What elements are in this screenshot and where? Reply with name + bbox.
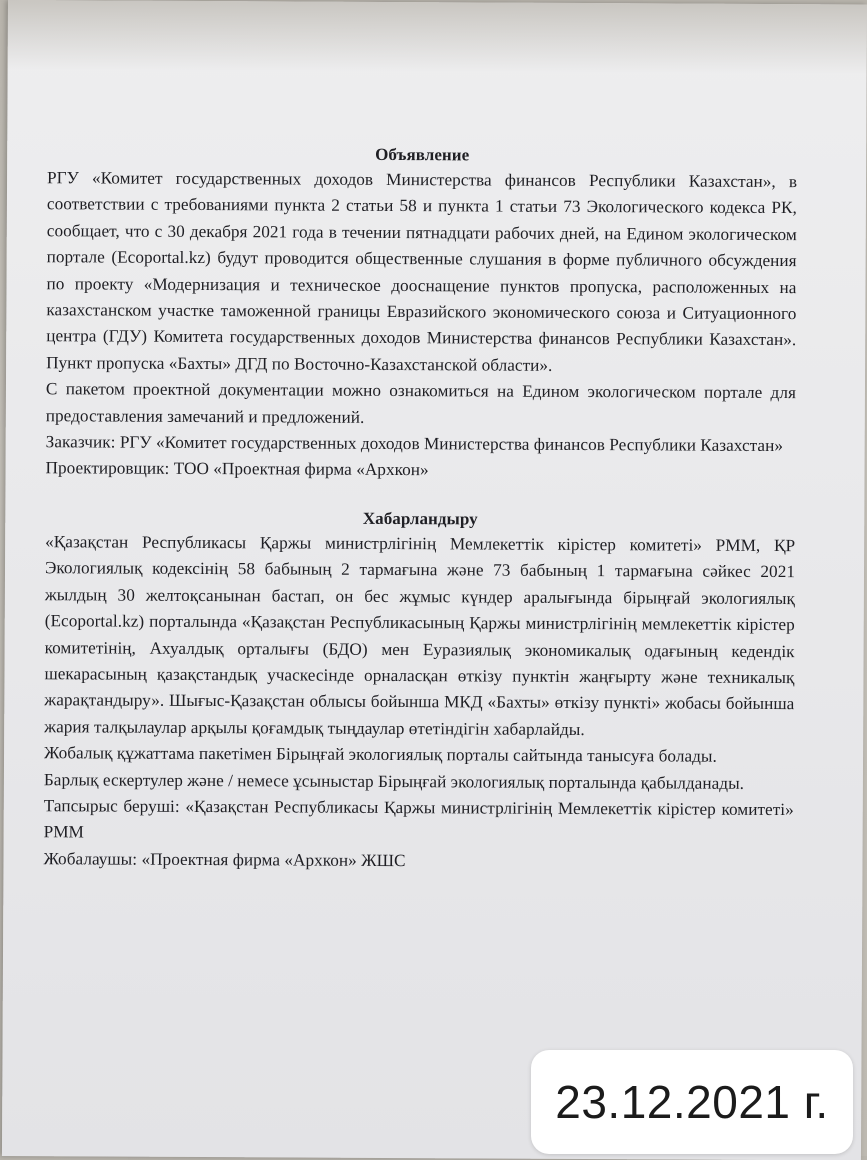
paper-sheet: [2, 0, 867, 1160]
ru-paragraph-main: РГУ «Комитет государственных доходов Министерства финансов Республики Казахстан», в соответствии с требованиями пункта 2 статьи 58 и пункта 1 статьи 73 Экологического кодекса РК, сообщает, что с 30 декабря 2021 года в течении пятнадцати рабочих дней, на Едином экологическом портале (Ecoportal.kz) будут проводится общественные слушания в форме публичного обсуждения по проекту «Модернизация и техническое дооснащение пунктов пропуска, расположенных на казахстанском участке таможенной границы Евразийского экономического союза и Ситуационного центра (ГДУ) Комитета государственных доходов Министерства финансов Республики Казахстан». Пункт пропуска «Бахты» ДГД по Восточно-Казахстанской области».: [46, 168, 798, 375]
date-stamp-text: 23.12.2021 г.: [555, 1076, 829, 1128]
kz-paragraph-docs: Жобалық құжаттама пакетімен Бірыңғай экологиялық порталы сайтында танысуға болады.: [44, 743, 717, 766]
ru-paragraph-designer: Проектировщик: ТОО «Проектная фирма «Архкон»: [45, 458, 429, 480]
kz-paragraph-remarks: Барлық ескертулер және / немесе ұсыныстар Бірыңғай экологиялық порталында қабылданады.: [43, 769, 745, 793]
date-stamp-badge: [531, 1050, 853, 1154]
paper-shadow: [8, 0, 867, 74]
announcement-document: [43, 140, 797, 876]
kz-paragraph-designer: Жобалаушы: «Проектная фирма «Архкон» ЖШС: [43, 848, 406, 870]
kz-paragraph-main: «Қазақстан Республикасы Қаржы министрлігінің Мемлекеттік кірістер комитеті» РММ, ҚР Экологиялық кодексінің 58 бабының 2 тармағына және 73 бабының 1 тармағына сәйкес 2021 жылдың 30 желтоқсанынан бастап, он бес жұмыс күндер аралығында бірыңғай экологиялық (Ecoportal.kz) порталында «Қазақстан Республикасының Қаржы министрлігінің мемлекеттік кірістер комитетінің, Ахуалдық орталығы (БДО) мен Еуразиялық экономикалық одағының кедендік шекарасының қазақстандық учаскесінде орналасқан өткізу пунктін жаңғырту және техникалық жарақтандыру». Шығыс-Қазақстан облысы бойынша МКД «Бахты» өткізу пункті» жобасы бойынша жария талқылаулар арқылы қоғамдық тыңдаулар өтетіндігін хабарлайды.: [44, 532, 796, 739]
kz-paragraph-customer: Тапсырыс беруші: «Қазақстан Республикасы Қаржы министрлігінің Мемлекеттік кірістер комитеті» РММ: [43, 796, 794, 842]
ru-paragraph-customer: Заказчик: РГУ «Комитет государственных доходов Министерства финансов Республики Казахстан»: [45, 432, 784, 456]
kz-title: Хабарландыру: [362, 508, 478, 529]
ru-title: Объявление: [375, 144, 470, 165]
ru-paragraph-docs: С пакетом проектной документации можно ознакомиться на Едином экологическом портале для предоставления замечаний и предложений.: [45, 379, 797, 427]
